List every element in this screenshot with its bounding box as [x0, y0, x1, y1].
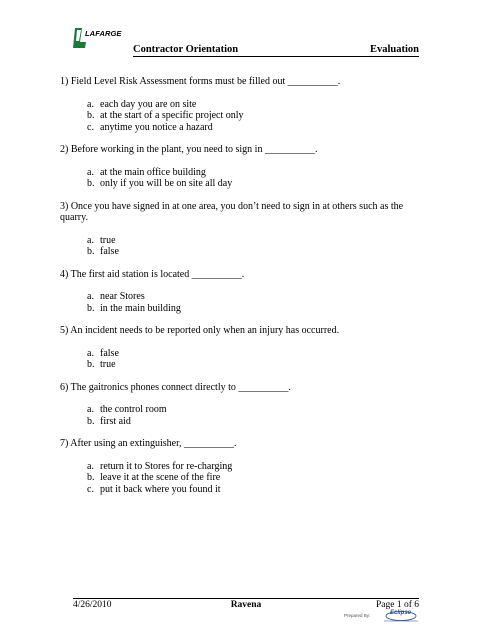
option-item — [87, 246, 430, 258]
lafarge-wordmark: LAFARGE — [85, 29, 122, 38]
option-letter: b. — [87, 472, 95, 483]
option-item — [87, 484, 430, 496]
option-letter: b. — [87, 302, 95, 314]
question-text: 5) An incident needs to be reported only when an injury has occurred. — [60, 325, 340, 336]
question-text: 3) Once you have signed in at one area, you don’t need to sign in at others such as the quarry. — [60, 200, 404, 223]
option-letter: a. — [87, 166, 94, 178]
option-item — [87, 472, 430, 484]
option-letter: c. — [87, 121, 94, 133]
option-list — [60, 291, 430, 314]
question-4 — [60, 269, 430, 315]
question-1 — [60, 76, 430, 133]
option-text: true — [100, 234, 116, 246]
option-letter: b. — [87, 246, 95, 257]
question-list — [60, 76, 430, 506]
option-item — [87, 404, 430, 416]
option-text: at the main office building — [100, 166, 206, 178]
option-text: in the main building — [100, 302, 181, 314]
option-item — [87, 99, 430, 111]
option-list — [60, 404, 430, 427]
option-text: anytime you notice a hazard — [100, 121, 213, 133]
option-item — [87, 461, 430, 473]
footer-location: Ravena — [230, 600, 262, 610]
option-list — [60, 235, 430, 258]
option-item — [87, 303, 430, 315]
footer-date: 4/26/2010 — [73, 600, 112, 610]
option-text: false — [100, 246, 119, 257]
option-text: first aid — [100, 415, 131, 427]
option-item — [87, 291, 430, 303]
option-text: at the start of a specific project only — [100, 110, 244, 121]
option-item — [87, 348, 430, 360]
option-letter: b. — [87, 415, 95, 427]
option-text: leave it at the scene of the fire — [100, 472, 221, 483]
section-label: Evaluation — [369, 44, 419, 55]
option-letter: a. — [87, 98, 94, 110]
option-list — [60, 348, 430, 371]
option-item — [87, 416, 430, 428]
option-list — [60, 167, 430, 190]
question-text: 6) The gaitronics phones connect directly to __________. — [60, 381, 291, 393]
page-footer — [73, 598, 419, 611]
prepared-by-label: Prepared By: — [344, 613, 371, 618]
option-item — [87, 178, 430, 190]
question-text: 4) The first aid station is located __________. — [60, 268, 245, 280]
option-letter: b. — [87, 178, 95, 189]
option-letter: a. — [87, 404, 94, 415]
option-text: the control room — [100, 404, 167, 415]
option-text: false — [100, 347, 119, 359]
question-7 — [60, 438, 430, 495]
option-letter: b. — [87, 359, 95, 370]
option-text: return it to Stores for re-charging — [100, 460, 233, 472]
option-text: only if you will be on site all day — [100, 178, 233, 189]
question-3 — [60, 201, 430, 258]
option-item — [87, 235, 430, 247]
option-letter: c. — [87, 483, 94, 495]
page-header — [133, 44, 419, 57]
option-letter: a. — [87, 291, 94, 302]
question-text: 2) Before working in the plant, you need to sign in __________. — [60, 144, 318, 155]
option-letter: a. — [87, 460, 94, 472]
question-text: 1) Field Level Risk Assessment forms must be filled out __________. — [60, 76, 341, 87]
question-text: 7) After using an extinguisher, __________. — [60, 438, 237, 449]
option-letter: a. — [87, 347, 94, 359]
option-text: put it back where you found it — [100, 483, 221, 495]
question-5 — [60, 325, 430, 371]
question-6 — [60, 382, 430, 428]
page-number: Page 1 of 6 — [375, 600, 419, 610]
preparer-wordmark: Eclipse — [390, 610, 412, 616]
question-2 — [60, 144, 430, 190]
option-item — [87, 122, 430, 134]
option-letter: b. — [87, 110, 95, 121]
option-letter: a. — [87, 234, 94, 246]
option-item — [87, 359, 430, 371]
option-text: near Stores — [100, 291, 145, 302]
preparer-logo — [384, 609, 418, 621]
option-item — [87, 110, 430, 122]
option-item — [87, 167, 430, 179]
lafarge-logo — [73, 27, 133, 51]
option-list — [60, 461, 430, 496]
option-list — [60, 99, 430, 134]
option-text: true — [100, 359, 116, 370]
page-title: Contractor Orientation — [133, 44, 239, 55]
option-text: each day you are on site — [100, 98, 197, 110]
